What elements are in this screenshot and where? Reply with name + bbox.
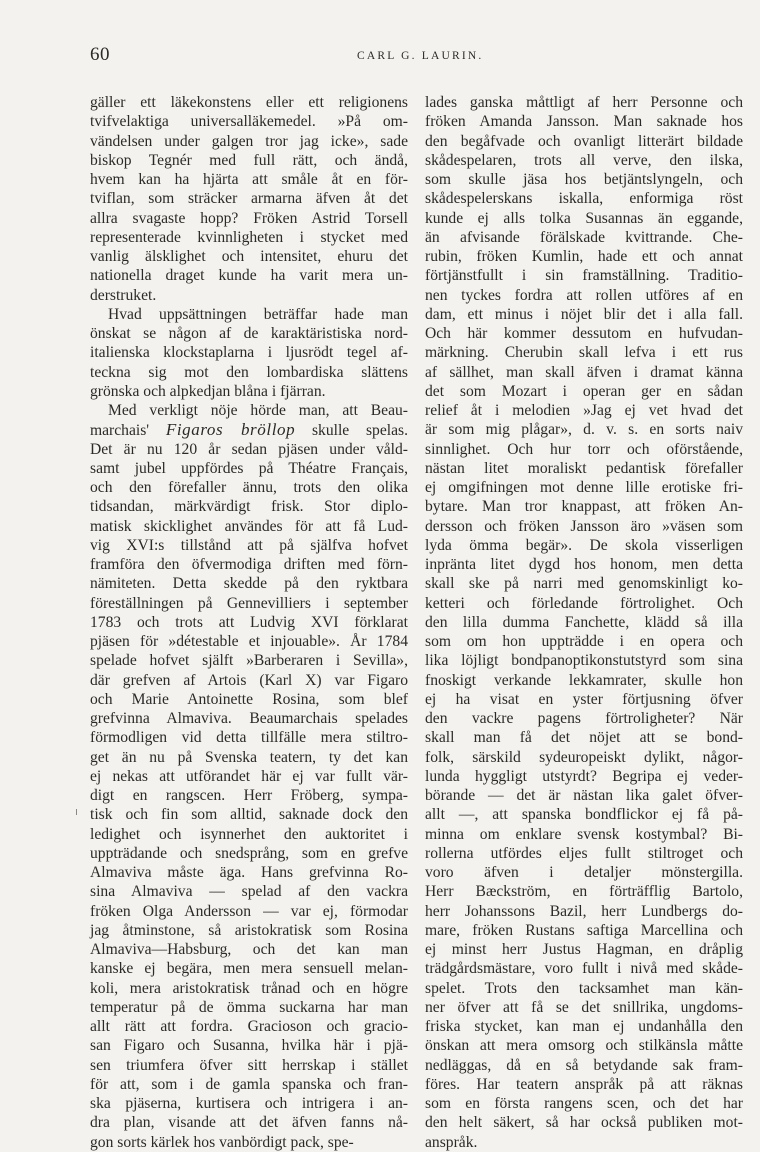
text-line: som skulle jäsa hos betjäntslyngeln, och	[425, 171, 743, 188]
text-line: den begåfvade och ovanligt litterärt bildade	[425, 132, 743, 150]
text-line: ner öfver att få se det snillrika, ungdoms-	[425, 998, 743, 1016]
text-line: uppträdande och snedsprång, som en grefve	[90, 844, 408, 862]
text-line: af sällhet, man skall äfven i dramat känna	[425, 363, 743, 381]
text-line: koli, mera aristokratisk trånad och en högre	[90, 979, 408, 997]
text-line: allt rätt att fordra. Gracioson och gracio-	[90, 1018, 408, 1035]
text-line: grönska och alpkedjan blåna i fjärran.	[90, 382, 326, 400]
text-line: Almaviva måste äga. Hans grefvinna Ro-	[90, 864, 408, 881]
text-line: som om hon uppträdde i en opera och	[425, 633, 743, 650]
text-line: Det är nu 120 år sedan pjäsen under våld-	[90, 440, 408, 458]
text-line: det som Mozart i operan ger en sådan	[425, 382, 743, 400]
text-line: är som mig plågar», d. v. s. en sorts naiv	[425, 421, 743, 439]
text-line: allra svagaste hopp? Fröken Astrid Torsell	[90, 209, 408, 227]
text-line: lunda hyggligt utstyrdt? Begripa ej veder-	[425, 767, 743, 785]
text-line: derstruket.	[90, 286, 157, 304]
left-column	[90, 93, 408, 1152]
text-line: föreställningen på Gennevilliers i september	[90, 594, 408, 612]
text-line: friska stycket, kan man ej undanhålla den	[425, 1018, 743, 1035]
text-line: rubin, fröken Kumlin, hade ett och annat	[425, 248, 743, 265]
text-line: anspråk.	[425, 1133, 478, 1151]
text-line: get än nu på Svenska teatern, ty det kan	[90, 748, 408, 766]
text-line: än afvisande förälskade kvittrande. Che-	[425, 228, 743, 246]
text-line: nämiteten. Detta skedde på den ryktbara	[90, 575, 408, 593]
text-line: den lilla dumma Fanchette, klädd så illa	[425, 613, 743, 631]
text-line: Hvad uppsättningen beträffar hade man	[108, 305, 408, 323]
text-line: sen triumfera öfver sitt herrskap i stället	[90, 1056, 408, 1074]
text-line: representerade kvinnligheten i stycket med	[90, 228, 408, 246]
text-line: teckna sig mot den lombardiska slättens	[90, 363, 408, 381]
text-line: fröken Amanda Jansson. Man saknade hos	[425, 113, 743, 131]
text-line: spelade hofvet själft »Barberaren i Sevilla»,	[90, 652, 408, 670]
text-line: folk, särskild sydeuropeiskt dylikt, någor-	[425, 748, 743, 766]
text-segment: marchais'	[90, 422, 150, 440]
text-line: grefvinna Almaviva. Beaumarchais spelades	[90, 710, 408, 727]
text-line: tisk och fin som alltid, saknade dock den	[90, 806, 408, 824]
text-line: ledighet och isynnerhet den auktoritet i	[90, 825, 408, 843]
text-line: trädgårdsmästare, voro fullt i nivå med skåde-	[425, 960, 743, 978]
text-line: gäller ett läkekonstens eller ett religionens	[90, 94, 408, 111]
text-line: digt en rangscen. Herr Fröberg, sympa-	[90, 787, 408, 804]
text-line: börande — det är nästan lika galet öfver-	[425, 787, 743, 804]
text-line: temperatur på de ömma suckarna har man	[90, 998, 408, 1016]
running-head: CARL G. LAURIN.	[357, 50, 484, 62]
text-line: den helt säkert, så har också publiken mot-	[425, 1114, 743, 1132]
text-line: fröken Olga Andersson — var ej, förmodar	[90, 902, 408, 920]
text-line: biskop Tegnér med full rätt, och ändå,	[90, 151, 408, 169]
play-title: Figaros bröllop	[165, 420, 296, 440]
text-line: relief åt i melodien »Jag ej vet hvad det	[425, 402, 743, 419]
text-line: vanlig älsklighet och intensitet, ehuru det	[90, 248, 408, 265]
text-line: san Figaro och Susanna, hvilka här i pjä-	[90, 1037, 408, 1055]
text-line: Och här kommer dessutom en hufvudan-	[425, 325, 743, 342]
text-line: inpränta litet dygd hos honom, men detta	[425, 556, 743, 573]
text-line: tviflan, som sträcker armarna äfven åt det	[90, 190, 408, 208]
text-line: önskan att mera omsorg och stilkänsla måtte	[425, 1037, 743, 1055]
text-line: nästan litet moraliskt pedantisk förefaller	[425, 459, 743, 477]
text-line: lyda ömma begär». De skola visserligen	[425, 536, 743, 554]
text-line: där grefven af Artois (Karl X) var Figaro	[90, 671, 408, 689]
text-line: spelet. Trots den tacksamhet man kän-	[425, 979, 743, 997]
text-line: önskat se någon af de karaktäristiska nord-	[90, 325, 408, 342]
text-line: fnoskigt verkande lekkamrater, skulle hon	[425, 671, 743, 689]
text-line: hvem kan ha hjärta att småle åt en för-	[90, 171, 408, 188]
text-line: dam, ett minus i nöjet blir det i alla fall.	[425, 305, 743, 323]
text-line: tvifvelaktiga universalläkemedel. »På om-	[90, 113, 408, 131]
text-line: lika löjligt bondpanoptikonstutstyrd som sina	[425, 652, 743, 670]
text-line: ej minst herr Justus Hagman, en dråplig	[425, 941, 743, 958]
text-line: samt jubel uppfördes på Théatre Français,	[90, 459, 408, 477]
text-line: Herr Bæckström, en förträfflig Bartolo,	[425, 883, 743, 901]
text-line: gon sorts kärlek hos vanbördigt pack, spe-	[90, 1133, 354, 1151]
text-line: italienska klockstaplarna i ljusrödt tegel af-	[90, 344, 408, 362]
text-line: herr Johanssons Bazil, herr Lundbergs do-	[425, 902, 743, 920]
text-line: allt —, att spanska bondflickor ej få på-	[425, 806, 743, 824]
text-line: skådespelaren, trots all verve, den ilska,	[425, 151, 743, 169]
text-line: ketteri och förledande förtrolighet. Och	[425, 594, 743, 612]
text-line: matisk skicklighet användes för att få Lud-	[90, 517, 408, 535]
text-line: sinnlighet. Och hur torr och oförstående,	[425, 440, 743, 458]
text-line: skådespelerskans iskalla, enformiga röst	[425, 190, 743, 208]
text-line: förmodligen vid detta tillfälle mera stiltro-	[90, 729, 408, 747]
text-line: sina Almaviva — spelad af den vackra	[90, 883, 408, 901]
text-line: nationella draget kunde ha varit mera un-	[90, 267, 408, 285]
text-line: kunde ej alls tolka Susannas än eggande,	[425, 209, 743, 227]
text-line: och Marie Antoinette Rosina, som blef	[90, 690, 408, 708]
text-segment: skulle spelas.	[311, 422, 408, 440]
text-line: kanske ej begära, men mera sensuell melan-	[90, 960, 408, 978]
margin-mark	[76, 809, 77, 815]
page-number: 60	[90, 44, 110, 65]
text-line: framföra den öfvermodiga driften med förn-	[90, 556, 408, 573]
text-line: voro äfven i detaljer mönstergilla.	[425, 864, 743, 881]
text-line: ej omgifningen mot denne lille erotiske fri-	[425, 479, 743, 496]
text-line	[90, 420, 408, 439]
text-line: Med verkligt nöje hörde man, att Beau-	[108, 402, 408, 419]
text-line: för att, som i de gamla spanska och fran-	[90, 1075, 408, 1093]
text-line: märkning. Cherubin skall lefva i ett rus	[425, 344, 743, 362]
text-line: ej nekas att utförandet här ej var fullt vär-	[90, 767, 408, 785]
text-line: ska pjäserna, kurtisera och intrigera i an-	[90, 1095, 408, 1112]
text-line: dersson och fröken Jansson äro »väsen som	[425, 517, 743, 535]
text-line: lades ganska måttligt af herr Personne och	[425, 94, 743, 111]
text-line: tidsandan, märkvärdigt frisk. Stor diplo-	[90, 498, 408, 516]
text-line: bytare. Man tror knappast, att fröken An-	[425, 498, 743, 516]
text-line: vig XVI:s tillstånd att på själfva hofvet	[90, 536, 408, 554]
text-line: 1783 och trots att Ludvig XVI förklarat	[90, 613, 408, 631]
text-line: skall man få det nöjet att se bond-	[425, 729, 743, 747]
text-line: Almaviva—Habsburg, och det kan man	[90, 941, 408, 958]
text-line: pjäsen för »détestable et injouable». År 1784	[90, 633, 408, 650]
text-line: rollerna utfördes eljes fullt stiltroget och	[425, 844, 743, 862]
text-line: jag åtminstone, så aristokratisk som Rosina	[90, 921, 408, 939]
text-line: och den förefaller ännu, trots den olika	[90, 479, 408, 496]
text-line: mare, fröken Rustans saftiga Marcellina och	[425, 921, 743, 939]
text-line: minna om enklare svensk kostymbal? Bi-	[425, 825, 743, 843]
text-line: nen tyckes fordra att rollen utföres af en	[425, 286, 743, 304]
text-line: förtjänstfullt i sin framställning. Traditio-	[425, 267, 743, 285]
text-line: vändelsen under galgen tror jag icke», sade	[90, 132, 408, 150]
text-line: ej ha visat en yster förtjusning öfver	[425, 690, 743, 708]
right-column	[425, 93, 743, 1152]
text-line: den vackre pagens förtroligheter? När	[425, 710, 743, 727]
text-line: dra plan, visande att det äfven fanns nå-	[90, 1114, 408, 1132]
text-line: föres. Har teatern anspråk på att räknas	[425, 1075, 743, 1093]
text-line: som en första rangens scen, och det har	[425, 1095, 743, 1112]
text-line: nedläggas, då en så betydande sak fram-	[425, 1056, 743, 1074]
text-line: skall ske på narri med genomskinligt ko-	[425, 575, 743, 593]
